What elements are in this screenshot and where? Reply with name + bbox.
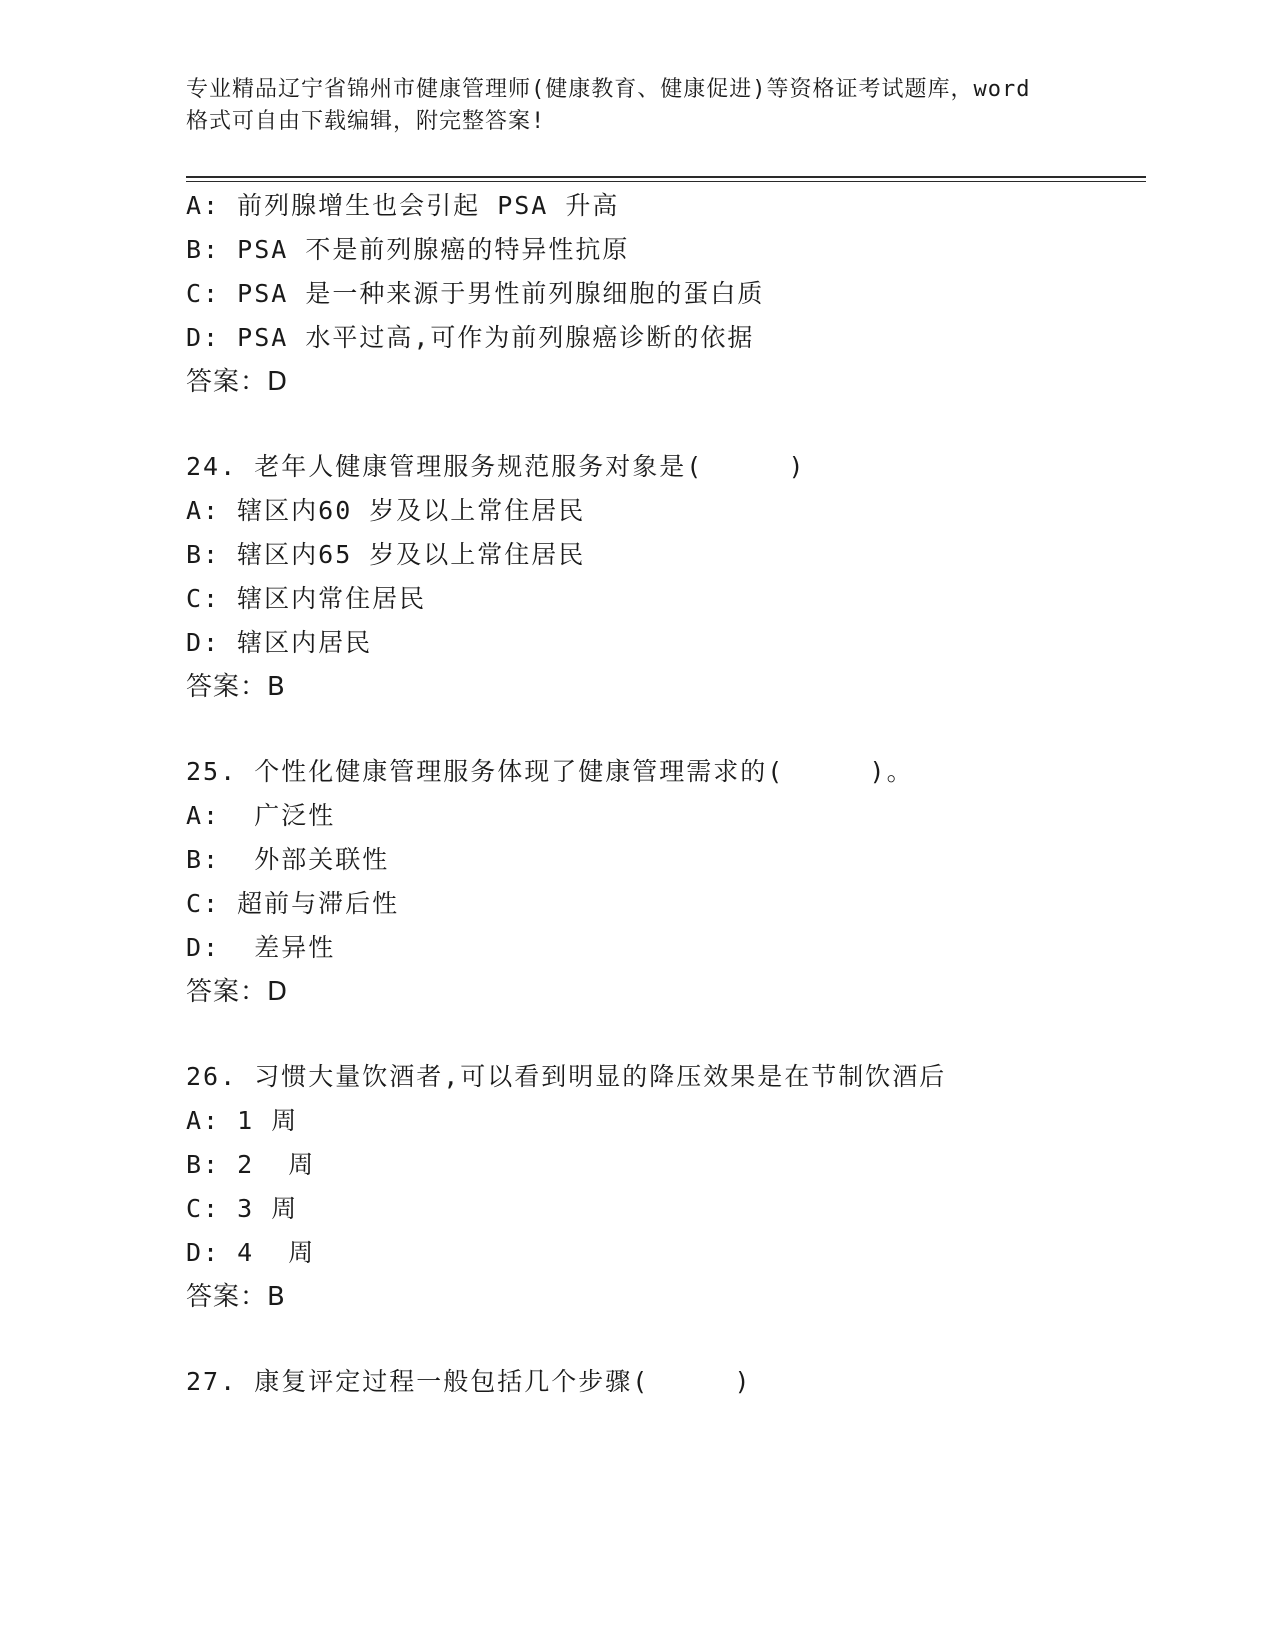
q24-option-a: A: 辖区内60 岁及以上常住居民 [186,496,586,525]
q26-option-b: B: 2 周 [186,1150,316,1179]
header-divider-thin [186,181,1146,182]
q27-question: 27. 康复评定过程一般包括几个步骤( ) [186,1367,752,1396]
header-divider-thick [186,176,1146,178]
q24-option-b: B: 辖区内65 岁及以上常住居民 [186,540,586,569]
q23-option-d: D: PSA 水平过高,可作为前列腺癌诊断的依据 [186,323,755,352]
q25-question: 25. 个性化健康管理服务体现了健康管理需求的( )。 [186,757,914,786]
header-line-1: 专业精品辽宁省锦州市健康管理师(健康教育、健康促进)等资格证考试题库，word [186,77,1031,102]
q23-option-c: C: PSA 是一种来源于男性前列腺细胞的蛋白质 [186,279,765,308]
q24-option-d: D: 辖区内居民 [186,628,373,657]
q24-question: 24. 老年人健康管理服务规范服务对象是( ) [186,452,806,481]
q26-option-a: A: 1 周 [186,1106,299,1135]
q23-option-a: A: 前列腺增生也会引起 PSA 升高 [186,191,620,220]
document-header [186,74,1086,138]
q26-option-c: C: 3 周 [186,1194,299,1223]
q23-option-b: B: PSA 不是前列腺癌的特异性抗原 [186,235,630,264]
q26-option-d: D: 4 周 [186,1238,316,1267]
q25-option-a: A: 广泛性 [186,801,336,830]
q25-option-b: B: 外部关联性 [186,845,390,874]
q26-answer: 答案：B [186,1282,286,1312]
q25-option-d: D: 差异性 [186,933,336,962]
q24-option-c: C: 辖区内常住居民 [186,584,427,613]
header-line-2: 格式可自由下载编辑，附完整答案! [186,109,546,134]
q25-answer: 答案：D [186,977,289,1007]
q26-question: 26. 习惯大量饮酒者,可以看到明显的降压效果是在节制饮酒后 [186,1062,947,1091]
q23-answer: 答案：D [186,367,289,397]
q25-option-c: C: 超前与滞后性 [186,889,400,918]
q24-answer: 答案：B [186,672,286,702]
